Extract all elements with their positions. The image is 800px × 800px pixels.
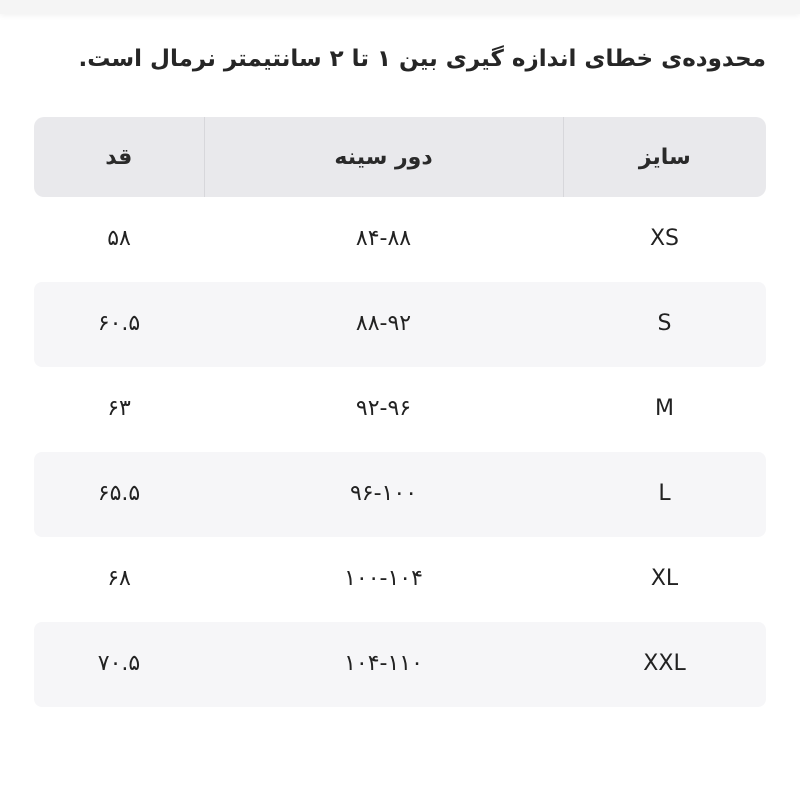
table-row [34,537,766,622]
size-cell: M [655,396,674,421]
chest-cell: ۱۰۰-۱۰۴ [344,566,423,591]
height-cell: ۶۰.۵ [97,311,141,336]
table-row [34,622,766,707]
size-cell: XS [649,226,680,251]
height-cell: ۷۰.۵ [97,651,141,676]
chest-cell: ۹۲-۹۶ [355,396,412,421]
top-bar [0,0,800,14]
size-table [34,117,766,707]
measurement-note: محدوده‌ی خطای اندازه گیری بین ۱ تا ۲ سانتیمتر نرمال است. [78,46,766,72]
header-chest: دور سینه [205,117,564,197]
header-height: قد [34,117,205,197]
height-cell: ۶۵.۵ [97,481,141,506]
table-row [34,197,766,282]
size-cell: XL [650,566,679,591]
size-cell: L [658,481,671,506]
height-cell: ۵۸ [107,226,131,251]
chest-cell: ۹۶-۱۰۰ [349,481,418,506]
height-cell: ۶۳ [107,396,131,421]
table-row [34,452,766,537]
table-row [34,282,766,367]
height-cell: ۶۸ [107,566,131,591]
size-cell: S [657,311,672,336]
table-row [34,367,766,452]
table-header [34,117,766,197]
size-cell: XXL [643,651,686,676]
chest-cell: ۱۰۴-۱۱۰ [344,651,423,676]
header-size: سایز [638,144,691,170]
chest-cell: ۸۸-۹۲ [355,311,412,336]
chest-cell: ۸۴-۸۸ [355,226,412,251]
